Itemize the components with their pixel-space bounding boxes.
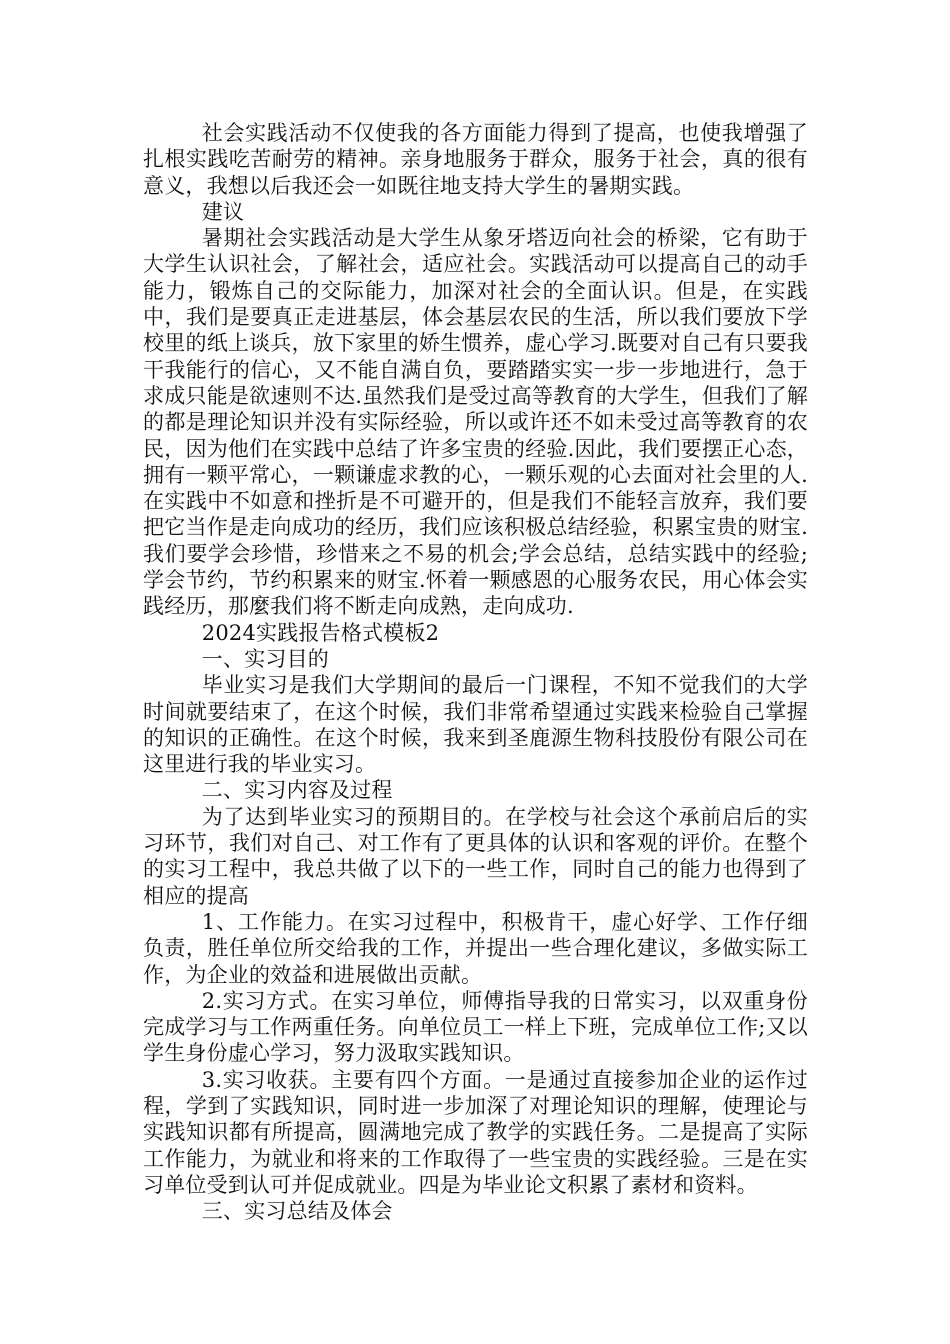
paragraph-internship-method: 2.实习方式。在实习单位，师傅指导我的日常实习，以双重身份完成学习与工作两重任务。向单位员工一样上下班，完成单位工作;又以学生身份虚心学习，努力汲取实践知识。 (143, 988, 808, 1066)
document-body (143, 120, 808, 1224)
heading-internship-purpose: 一、实习目的 (201, 646, 329, 671)
paragraph-practice-summary: 社会实践活动不仅使我的各方面能力得到了提高，也使我增强了扎根实践吃苦耐劳的精神。亲身地服务于群众，服务于社会，真的很有意义，我想以后我还会一如既往地支持大学生的暑期实践。 (143, 121, 808, 198)
paragraph-internship-gains: 3.实习收获。主要有四个方面。一是通过直接参加企业的运作过程，学到了实践知识，同时进一步加深了对理论知识的理解，使理论与实践知识都有所提高，圆满地完成了教学的实践任务。二是提高了实际工作能力，为就业和将来的工作取得了一些宝贵的实践经验。三是在实习单位受到认可并促成就业。四是为毕业论文积累了素材和资料。 (143, 1067, 808, 1197)
heading-internship-content: 二、实习内容及过程 (201, 778, 393, 803)
paragraph-suggestion-body: 暑期社会实践活动是大学生从象牙塔迈向社会的桥梁，它有助于大学生认识社会，了解社会，适应社会。实践活动可以提高自己的动手能力，锻炼自己的交际能力，加深对社会的全面认识。但是，在实践中，我们是要真正走进基层，体会基层农民的生活，所以我们要放下学校里的纸上谈兵，放下家里的娇生惯养，虚心学习.既要对自己有只要我干我能行的信心，又不能自满自负，要踏踏实实一步一步地进行，急于求成只能是欲速则不达.虽然我们是受过高等教育的大学生，但我们了解的都是理论知识并没有实际经验，所以或许还不如未受过高等教育的农民，因为他们在实践中总结了许多宝贵的经验.因此，我们要摆正心态，拥有一颗平常心，一颗谦虚求教的心，一颗乐观的心去面对社会里的人.在实践中不如意和挫折是不可避开的，但是我们不能轻言放弃，我们要把它当作是走向成功的经历，我们应该积极总结经验，积累宝贵的财宝.我们要学会珍惜，珍惜来之不易的机会;学会总结，总结实践中的经验;学会节约，节约积累来的财宝.怀着一颗感恩的心服务农民，用心体会实践经历，那麼我们将不断走向成熟，走向成功. (143, 226, 808, 619)
heading-suggestion: 建议 (201, 199, 245, 224)
paragraph-internship-content: 为了达到毕业实习的预期目的。在学校与社会这个承前启后的实习环节，我们对自己、对工作有了更具体的认识和客观的评价。在整个的实习工程中，我总共做了以下的一些工作，同时自己的能力也得到了相应的提高 (143, 804, 808, 908)
heading-internship-conclusion: 三、实习总结及体会 (201, 1199, 393, 1224)
heading-template-title: 2024实践报告格式模板2 (201, 620, 440, 645)
paragraph-internship-purpose: 毕业实习是我们大学期间的最后一门课程，不知不觉我们的大学时间就要结束了，在这个时候，我们非常希望通过实践来检验自己掌握的知识的正确性。在这个时候，我来到圣鹿源生物科技股份有限公司在这里进行我的毕业实习。 (143, 673, 808, 777)
paragraph-work-ability: 1、工作能力。在实习过程中，积极肯干，虚心好学、工作仔细负责，胜任单位所交给我的工作，并提出一些合理化建议，多做实际工作，为企业的效益和进展做出贡献。 (143, 909, 808, 987)
